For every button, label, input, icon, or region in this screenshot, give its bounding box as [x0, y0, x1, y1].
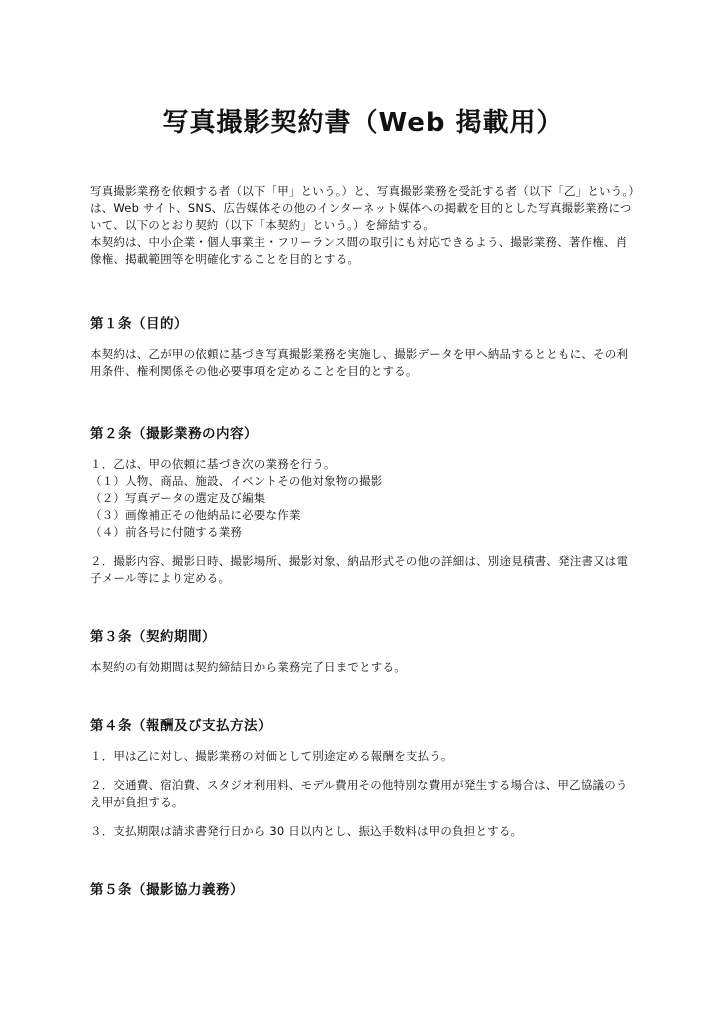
article-3-body: 本契約の有効期間は契約締結日から業務完了日までとする。	[90, 660, 406, 674]
article-1	[90, 314, 636, 380]
article-1-body: 本契約は、乙が甲の依頼に基づき写真撮影業務を実施し、撮影データを甲へ納品するとともに、その利用条件、権利関係その他必要事項を定めることを目的とする。	[90, 347, 629, 378]
list-item: （１）人物、商品、施設、イベントその他対象物の撮影	[90, 474, 383, 488]
article-5-heading: 第５条（撮影協力義務）	[90, 882, 244, 898]
article-2-clause-1: １．乙は、甲の依頼に基づき次の業務を行う。	[90, 457, 336, 471]
article-2-item-list	[90, 473, 636, 541]
intro-paragraph-2: 本契約は、中小企業・個人事業主・フリーランス間の取引にも対応できるよう、撮影業務、著作権、肖像権、掲載範囲等を明確化することを目的とする。	[90, 235, 628, 266]
article-4-clause-2: ２．交通費、宿泊費、スタジオ利用料、モデル費用その他特別な費用が発生する場合は、甲乙協議のうえ甲が負担する。	[90, 778, 628, 809]
article-2-clause-2: ２．撮影内容、撮影日時、撮影場所、撮影対象、納品形式その他の詳細は、別途見積書、発注書又は電子メール等により定める。	[90, 554, 629, 585]
article-4-clause-3: ３．支払期限は請求書発行日から 30 日以内とし、振込手数料は甲の負担とする。	[90, 824, 523, 838]
list-item: （２）写真データの選定及び編集	[90, 491, 266, 505]
article-2-heading: 第２条（撮影業務の内容）	[90, 426, 258, 442]
article-2	[90, 424, 636, 587]
article-3	[90, 627, 636, 676]
intro-paragraph-1: 写真撮影業務を依頼する者（以下「甲」という。）と、写真撮影業務を受託する者（以下「乙」という。）は、Web サイト、SNS、広告媒体その他のインターネット媒体への掲載を目的とした写真撮影業務について、以下のとおり契約（以下「本契約」という。）を締結する。	[90, 184, 635, 232]
article-5	[90, 880, 636, 900]
article-4-heading: 第４条（報酬及び支払方法）	[90, 718, 272, 734]
article-1-heading: 第１条（目的）	[90, 316, 188, 332]
list-item: （３）画像補正その他納品に必要な作業	[90, 508, 301, 522]
list-item: （４）前各号に付随する業務	[90, 525, 243, 539]
article-4	[90, 716, 636, 840]
document-title: 写真撮影契約書（Web 掲載用）	[162, 108, 564, 138]
intro-section	[90, 183, 636, 268]
article-4-clause-1: １．甲は乙に対し、撮影業務の対価として別途定める報酬を支払う。	[90, 749, 453, 763]
article-3-heading: 第３条（契約期間）	[90, 629, 216, 645]
